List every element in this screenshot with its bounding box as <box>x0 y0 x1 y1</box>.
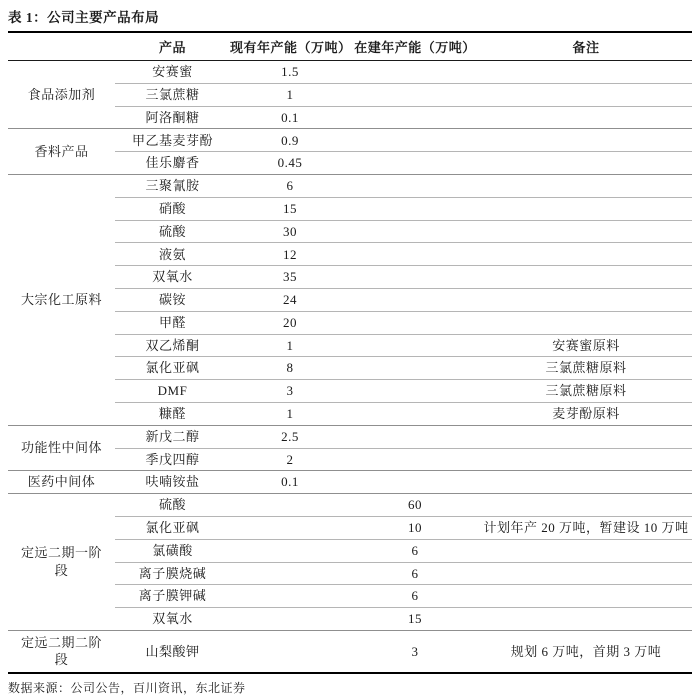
table-row <box>8 129 692 152</box>
note-cell <box>480 197 692 220</box>
table-header <box>8 33 692 61</box>
under-construction-capacity-cell <box>350 380 480 403</box>
current-capacity-cell: 12 <box>230 243 350 266</box>
category-label: 定远二期二阶段 <box>20 634 102 668</box>
table-row <box>8 630 692 673</box>
category-label: 大宗化工原料 <box>20 292 102 308</box>
table-row <box>8 425 692 448</box>
current-capacity-cell: 2.5 <box>230 425 350 448</box>
current-capacity-cell: 6 <box>230 174 350 197</box>
under-construction-capacity-cell <box>350 402 480 425</box>
product-cell: 糠醛 <box>115 402 230 425</box>
product-cell: 双氧水 <box>115 266 230 289</box>
current-capacity-cell: 0.45 <box>230 152 350 175</box>
product-cell: 离子膜烧碱 <box>115 562 230 585</box>
current-capacity-cell: 0.1 <box>230 106 350 129</box>
table-row <box>8 471 692 494</box>
category-cell <box>8 425 115 471</box>
note-cell: 安赛蜜原料 <box>480 334 692 357</box>
under-construction-capacity-cell: 6 <box>350 562 480 585</box>
under-construction-capacity-cell <box>350 357 480 380</box>
note-cell <box>480 562 692 585</box>
current-capacity-cell: 24 <box>230 288 350 311</box>
current-capacity-cell <box>230 630 350 673</box>
note-cell: 规划 6 万吨，首期 3 万吨 <box>480 630 692 673</box>
note-cell <box>480 220 692 243</box>
under-construction-capacity-cell <box>350 334 480 357</box>
note-cell <box>480 608 692 631</box>
product-cell: 氯化亚砜 <box>115 516 230 539</box>
product-cell: 山梨酸钾 <box>115 630 230 673</box>
current-capacity-cell: 1 <box>230 83 350 106</box>
note-cell <box>480 311 692 334</box>
note-cell <box>480 129 692 152</box>
category-cell <box>8 129 115 175</box>
under-construction-capacity-cell <box>350 152 480 175</box>
header-row <box>8 33 692 61</box>
data-source-note: 数据来源：公司公告，百川资讯，东北证券 <box>8 680 246 695</box>
current-capacity-cell: 1 <box>230 334 350 357</box>
under-construction-capacity-cell <box>350 220 480 243</box>
note-cell <box>480 106 692 129</box>
product-cell: 阿洛酮糖 <box>115 106 230 129</box>
product-cell: 呋喃铵盐 <box>115 471 230 494</box>
current-capacity-cell: 35 <box>230 266 350 289</box>
header-note: 备注 <box>480 33 692 61</box>
current-capacity-cell <box>230 516 350 539</box>
under-construction-capacity-cell <box>350 266 480 289</box>
current-capacity-cell <box>230 608 350 631</box>
under-construction-capacity-cell <box>350 197 480 220</box>
product-cell: 季戊四醇 <box>115 448 230 471</box>
product-cell: 硫酸 <box>115 220 230 243</box>
current-capacity-cell: 30 <box>230 220 350 243</box>
product-cell: DMF <box>115 380 230 403</box>
category-label: 香料产品 <box>34 143 89 159</box>
current-capacity-cell <box>230 585 350 608</box>
current-capacity-cell: 20 <box>230 311 350 334</box>
under-construction-capacity-cell <box>350 129 480 152</box>
current-capacity-cell: 0.9 <box>230 129 350 152</box>
under-construction-capacity-cell <box>350 174 480 197</box>
product-cell: 新戊二醇 <box>115 425 230 448</box>
header-category <box>8 33 115 61</box>
current-capacity-cell: 1 <box>230 402 350 425</box>
current-capacity-cell: 8 <box>230 357 350 380</box>
under-construction-capacity-cell <box>350 311 480 334</box>
under-construction-capacity-cell <box>350 243 480 266</box>
category-cell <box>8 471 115 494</box>
under-construction-capacity-cell <box>350 106 480 129</box>
current-capacity-cell: 1.5 <box>281 64 299 80</box>
category-cell <box>8 494 115 631</box>
product-table <box>8 33 692 674</box>
note-cell <box>480 152 692 175</box>
product-cell: 双乙烯酮 <box>115 334 230 357</box>
product-cell: 三氯蔗糖 <box>115 83 230 106</box>
under-construction-capacity-cell <box>350 83 480 106</box>
under-construction-capacity-cell: 60 <box>350 494 480 517</box>
under-construction-capacity-cell: 10 <box>350 516 480 539</box>
under-construction-capacity-cell <box>350 471 480 494</box>
under-construction-capacity-cell: 15 <box>350 608 480 631</box>
under-construction-capacity-cell <box>350 61 480 84</box>
note-cell: 三氯蔗糖原料 <box>480 357 692 380</box>
table-row <box>8 174 692 197</box>
note-cell <box>480 471 692 494</box>
product-cell: 硫酸 <box>115 494 230 517</box>
note-cell <box>480 83 692 106</box>
note-cell <box>480 174 692 197</box>
product-cell: 安赛蜜 <box>152 64 193 80</box>
current-capacity-cell <box>230 494 350 517</box>
under-construction-capacity-cell <box>350 288 480 311</box>
product-cell: 甲醛 <box>115 311 230 334</box>
under-construction-capacity-cell: 6 <box>350 539 480 562</box>
current-capacity-cell: 2 <box>230 448 350 471</box>
current-capacity-cell: 3 <box>230 380 350 403</box>
header-product: 产品 <box>115 33 230 61</box>
product-cell: 甲乙基麦芽酚 <box>115 129 230 152</box>
product-cell: 硝酸 <box>115 197 230 220</box>
category-label: 食品添加剂 <box>27 86 96 102</box>
current-capacity-cell: 15 <box>230 197 350 220</box>
table-title: 表 1：公司主要产品布局 <box>8 4 692 33</box>
under-construction-capacity-cell <box>350 448 480 471</box>
product-cell: 氯化亚砜 <box>115 357 230 380</box>
note-cell <box>480 266 692 289</box>
current-capacity-cell: 0.1 <box>230 471 350 494</box>
note-cell <box>480 585 692 608</box>
product-cell: 双氧水 <box>115 608 230 631</box>
table-row <box>8 61 692 84</box>
product-cell: 氯磺酸 <box>115 539 230 562</box>
category-cell <box>8 174 115 425</box>
current-capacity-cell <box>230 562 350 585</box>
note-cell: 计划年产 20 万吨，暂建设 10 万吨 <box>480 516 692 539</box>
note-cell <box>480 425 692 448</box>
under-construction-capacity-cell <box>350 425 480 448</box>
note-cell <box>480 288 692 311</box>
product-cell: 三聚氰胺 <box>115 174 230 197</box>
product-cell: 液氨 <box>115 243 230 266</box>
note-cell <box>480 448 692 471</box>
note-cell <box>480 494 692 517</box>
product-cell: 碳铵 <box>115 288 230 311</box>
under-construction-capacity-cell: 6 <box>350 585 480 608</box>
note-cell <box>480 61 692 84</box>
category-label: 定远二期一阶段 <box>20 545 102 579</box>
note-cell: 三氯蔗糖原料 <box>480 380 692 403</box>
table-row <box>8 494 692 517</box>
category-label: 医药中间体 <box>27 474 96 490</box>
note-cell: 麦芽酚原料 <box>480 402 692 425</box>
current-capacity-cell <box>230 539 350 562</box>
note-cell <box>480 243 692 266</box>
category-label: 功能性中间体 <box>20 440 102 456</box>
category-cell <box>8 61 115 129</box>
note-cell <box>480 539 692 562</box>
under-construction-capacity-cell: 3 <box>350 630 480 673</box>
product-table-body <box>8 61 692 673</box>
category-cell <box>8 630 115 673</box>
product-cell: 离子膜钾碱 <box>115 585 230 608</box>
header-under-construction-capacity: 在建年产能（万吨） <box>350 33 480 61</box>
product-cell: 佳乐麝香 <box>115 152 230 175</box>
header-current-capacity: 现有年产能（万吨） <box>230 33 350 61</box>
